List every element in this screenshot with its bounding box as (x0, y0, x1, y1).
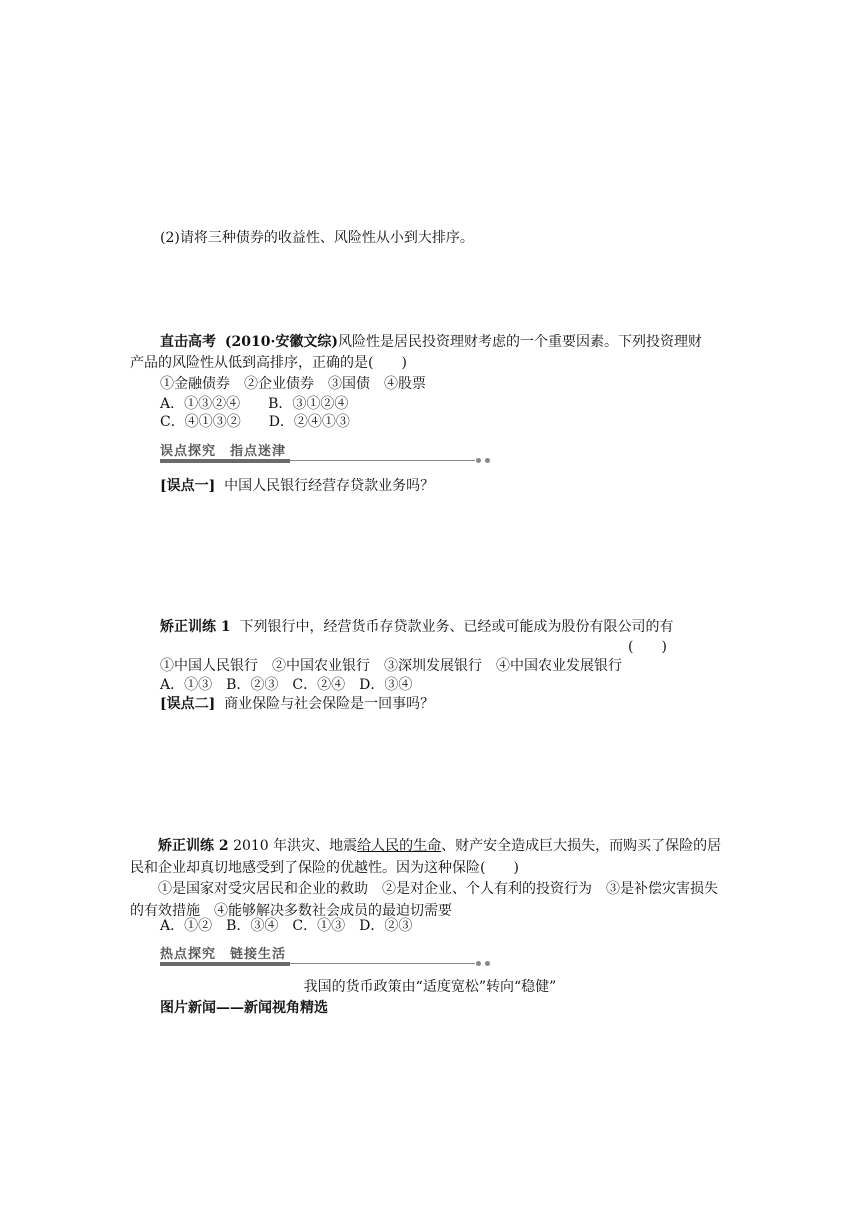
headline: 我国的货币政策由“适度宽松”转向“稳健” (303, 979, 557, 995)
section-bar-thin (290, 460, 475, 461)
jz2-items: ①是国家对受灾居民和企业的救助 ②是对企业、个人有利的投资行为 ③是补偿灾害损失的有效措施 ④能够解决多数社会成员的最迫切需要 (130, 881, 718, 919)
section-title: 误点探究 指点迷津 (160, 444, 287, 459)
jz2-text-underlined: 给人民的生命 (357, 838, 442, 854)
gaokao-label: 直击高考 (160, 334, 216, 350)
jz1-options: A．①③ B．②③ C．②④ D．③④ (160, 677, 413, 693)
gaokao-text-line1: 风险性是居民投资理财考虑的一个重要因素。下列投资理财 (338, 334, 702, 350)
picture-news-label: 图片新闻——新闻视角精选 (160, 1000, 328, 1016)
jz2-text-a: 2010 年洪灾、地震 (233, 838, 358, 854)
section-header-redian (160, 943, 490, 967)
gaokao-items: ①金融债券 ②企业债券 ③国债 ④股票 (160, 376, 426, 392)
section-bar-thick (160, 962, 290, 966)
section-title: 热点探究 链接生活 (160, 947, 287, 962)
jz1-paren: ( ) (628, 639, 667, 655)
section-bar-thick (160, 459, 290, 463)
wudian-1-text: 中国人民银行经营存贷款业务吗？ (224, 478, 435, 494)
section-dot-icon (476, 458, 481, 463)
section-header-wudian (160, 440, 490, 464)
section-bar-thin (290, 963, 475, 964)
section-dot-icon (485, 961, 490, 966)
jz2-options: A．①② B．③④ C．①③ D．②③ (160, 918, 413, 934)
question-2: (2)请将三种债券的收益性、风险性从小到大排序。 (160, 230, 474, 246)
gaokao-text-line2: 产品的风险性从低到高排序，正确的是( ) (130, 355, 407, 371)
gaokao-line1 (160, 332, 702, 352)
jz1-items: ①中国人民银行 ②中国农业银行 ③深圳发展银行 ④中国农业发展银行 (160, 658, 622, 674)
wudian-2-text: 商业保险与社会保险是一回事吗？ (224, 696, 435, 712)
jz2-paragraph (130, 835, 730, 879)
gaokao-options-ab: A．①③②④ B．③①②④ (160, 396, 349, 412)
gaokao-options-cd: C．④①③② D．②④①③ (160, 414, 350, 430)
jz1-text: 下列银行中，经营货币存贷款业务、已经或可能成为股份有限公司的有 (239, 619, 674, 635)
jz2-label: 矫正训练 2 (158, 838, 229, 854)
wudian-1-tag: [误点一] (160, 478, 216, 494)
wudian-2-tag: [误点二] (160, 696, 216, 712)
section-dot-icon (476, 961, 481, 966)
wudian-1 (160, 476, 434, 496)
wudian-2 (160, 694, 434, 714)
gaokao-source: (2010·安徽文综) (224, 334, 338, 350)
section-dot-icon (485, 458, 490, 463)
jz1-line1 (160, 617, 674, 637)
jz1-label: 矫正训练 1 (160, 619, 231, 635)
jz2-text-b: 、财产安全造成巨大损失，而购买了保险的居民和企业却真切地感受到了保险的优越性。因为这种保险( ) (130, 838, 722, 876)
